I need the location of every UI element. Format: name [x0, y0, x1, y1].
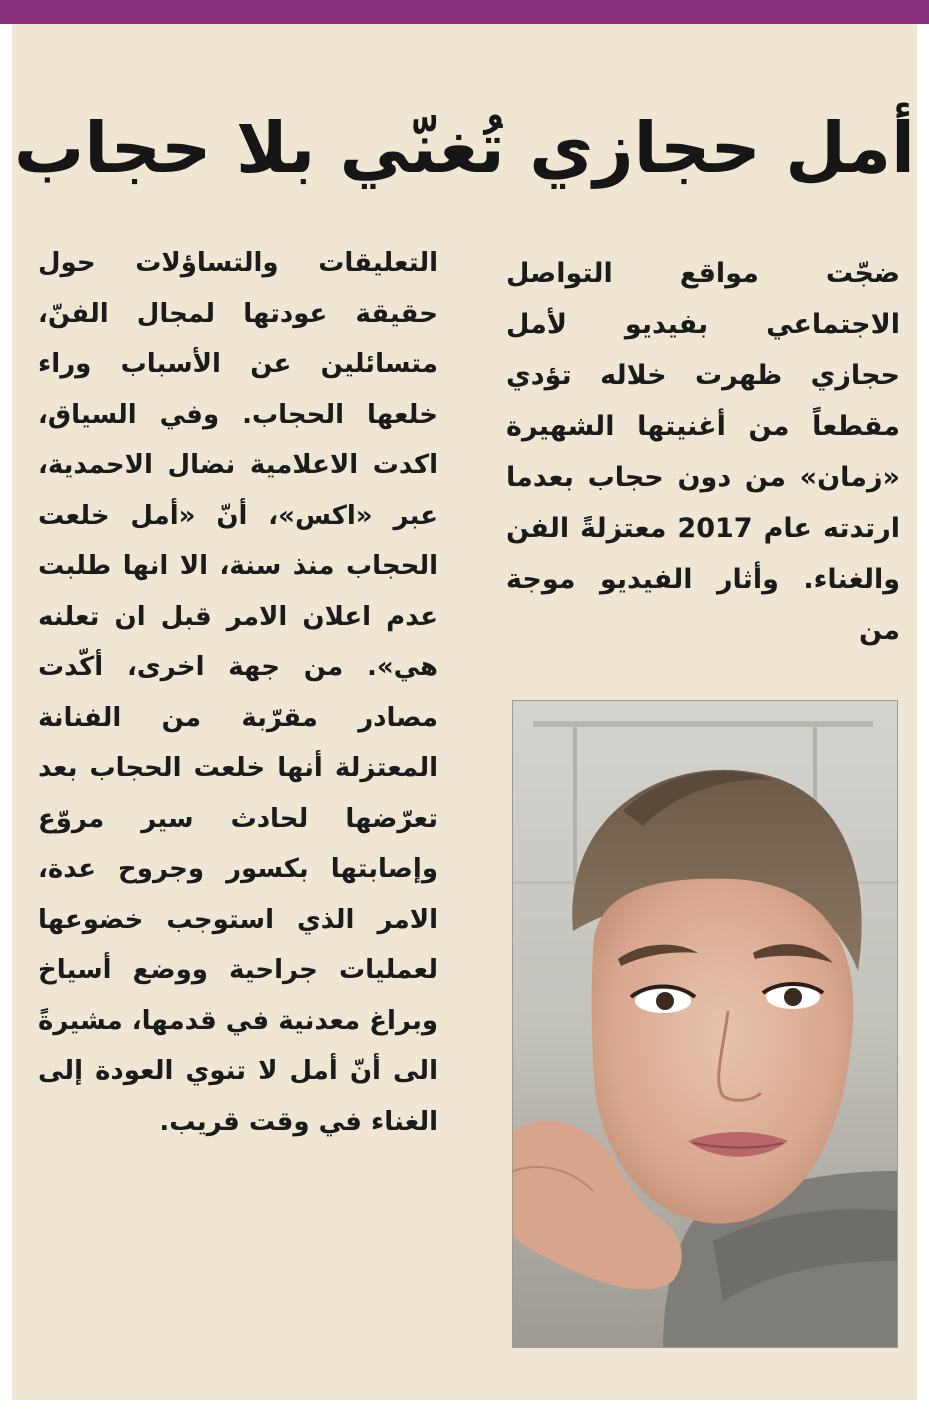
article-photo: [512, 700, 898, 1348]
article-intro-column: ضجّت مواقع التواصل الاجتماعي بفيديو لأمل حجازي ظهرت خلاله تؤدي مقطعاً من أغنيتها الشهيرة «زمان» من دون حجاب بعدما ارتدته عام 2017 معتزلةً الفن والغناء. وأثار الفيديو موجة من: [506, 258, 900, 646]
top-color-bar: [0, 0, 929, 24]
portrait-illustration: [513, 701, 897, 1347]
article-body-column: التعليقات والتساؤلات حول حقيقة عودتها لمجال الفنّ، متسائلين عن الأسباب وراء خلعها الحجاب. وفي السياق، اكدت الاعلامية نضال الاحمدية، عبر «اكس»، أنّ «أمل خلعت الحجاب منذ سنة، الا انها طلبت عدم اعلان الامر قبل ان تعلنه هي». من جهة اخرى، أكّدت مصادر مقرّبة من الفنانة المعتزلة أنها خلعت الحجاب بعد تعرّضها لحادث سير مروّع وإصابتها بكسور وجروح عدة، الامر الذي استوجب خضوعها لعمليات جراحية ووضع أسياخ وبراغ معدنية في قدمها، مشيرةً الى أنّ أمل لا تنوي العودة إلى الغناء في وقت قريب.: [38, 248, 438, 1137]
article-headline: أمل حجازي تُغنّي بلا حجاب: [13, 107, 916, 189]
